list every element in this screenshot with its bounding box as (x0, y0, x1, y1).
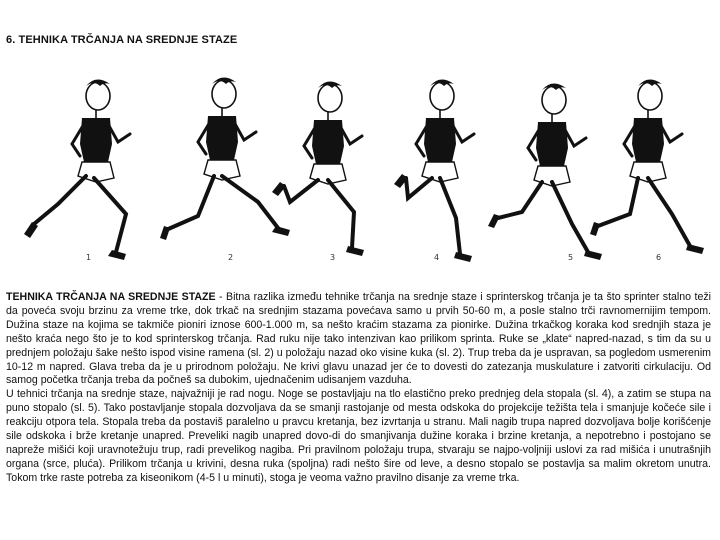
frame-label-2: 2 (228, 253, 234, 262)
paragraph-1-text: - Bitna razlika između tehnike trčanja na srednje staze i sprinterskog trčanja je ta što sprinter stalno teži da poveća svoju brzinu za vreme trke, dok trkač na srednjim stazama povećava samo u prvih 50-60 m, a posle stalno trči ravnomernijim tempom. Dužina staze na kojima se takmiče pioniri iznose 600-1.000 m, sa nešto kraćim stazama za pionirke. Dužina trkačkog koraka kod srednjih staza je nešto kraća nego što je to kod sprinterskog trčanja. Rad ruku nije tako intenzivan kao prilikom sprinta. Ruke se „klate“ napred-nazad, s tim da su u prednjem položaju šake nešto ispod visine ramena (sl. 2) u položaju nazad oko visine kuka (sl. 2). Trup treba da je uspravan, sa pogledom usmerenim 10-12 m napred. Glava treba da je u prirodnom položaju. Ne krivi glavu unazad jer će to dovesti do zatezanja muskulature i zatvoriti cirkulaciju. Od samog početka trčanja treba da počneš sa dubokim, ujednačenim udisanjem vazduha. (6, 291, 711, 387)
frame-label-4: 4 (434, 253, 440, 262)
paragraph-1 (6, 291, 711, 388)
runner-frame-1 (24, 79, 130, 260)
lead-term: TEHNIKA TRČANJA NA SREDNJE STAZE (6, 291, 216, 303)
runner-frame-5 (488, 83, 602, 260)
page-title: 6. TEHNIKA TRČANJA NA SREDNJE STAZE (6, 34, 238, 46)
runner-frame-4 (394, 79, 474, 262)
frame-label-1: 1 (86, 253, 92, 262)
frame-label-5: 5 (568, 253, 574, 262)
runner-frame-2 (160, 77, 290, 240)
running-sequence-illustration (0, 48, 720, 288)
runner-frame-6 (590, 79, 704, 254)
frame-label-6: 6 (656, 253, 662, 262)
paragraph-2: U tehnici trčanja na srednje staze, najvažniji je rad nogu. Noge se postavljaju na tlo elastično preko prednjeg dela stopala (sl. 4), a zatim se stupa na puno stopalo (sl. 5). Tako postavljanje stopala dozvoljava da se smanji rastojanje od mesta odskoka do projekcije težišta tela i smanjuje kočeće sile i reakciju otpora tela. Stopala treba da postaviš paralelno u pravcu kretanja, bez izvrtanja u stranu. Mali nagib trupa napred dozvoljava bolje korišćenje sile odskoka i brže kretanje unapred. Preveliki nagib unapred dovo-di do smanjivanja dužine koraka i brzine kretanja, a nepotrebno i postojano se napreže mišići koji uravnotežuju trup, radi prevelikog nagiba. Pri pravilnom položaju trupa, stvaraju se najpo-voljniji uslovi za rad mišića i unutrašnjih organa (srce, pluća). Prilikom trčanja u krivini, desna ruka (spoljna) radi nešto šire od leve, a desno stopalo se postavlja sa malim okretom unutra. Tokom trke raste potreba za kiseonikom (4-5 l u minuti), stoga je veoma važno pravilno disanje za vreme trka. (6, 388, 711, 484)
frame-label-3: 3 (330, 253, 336, 262)
article-body (6, 291, 711, 486)
